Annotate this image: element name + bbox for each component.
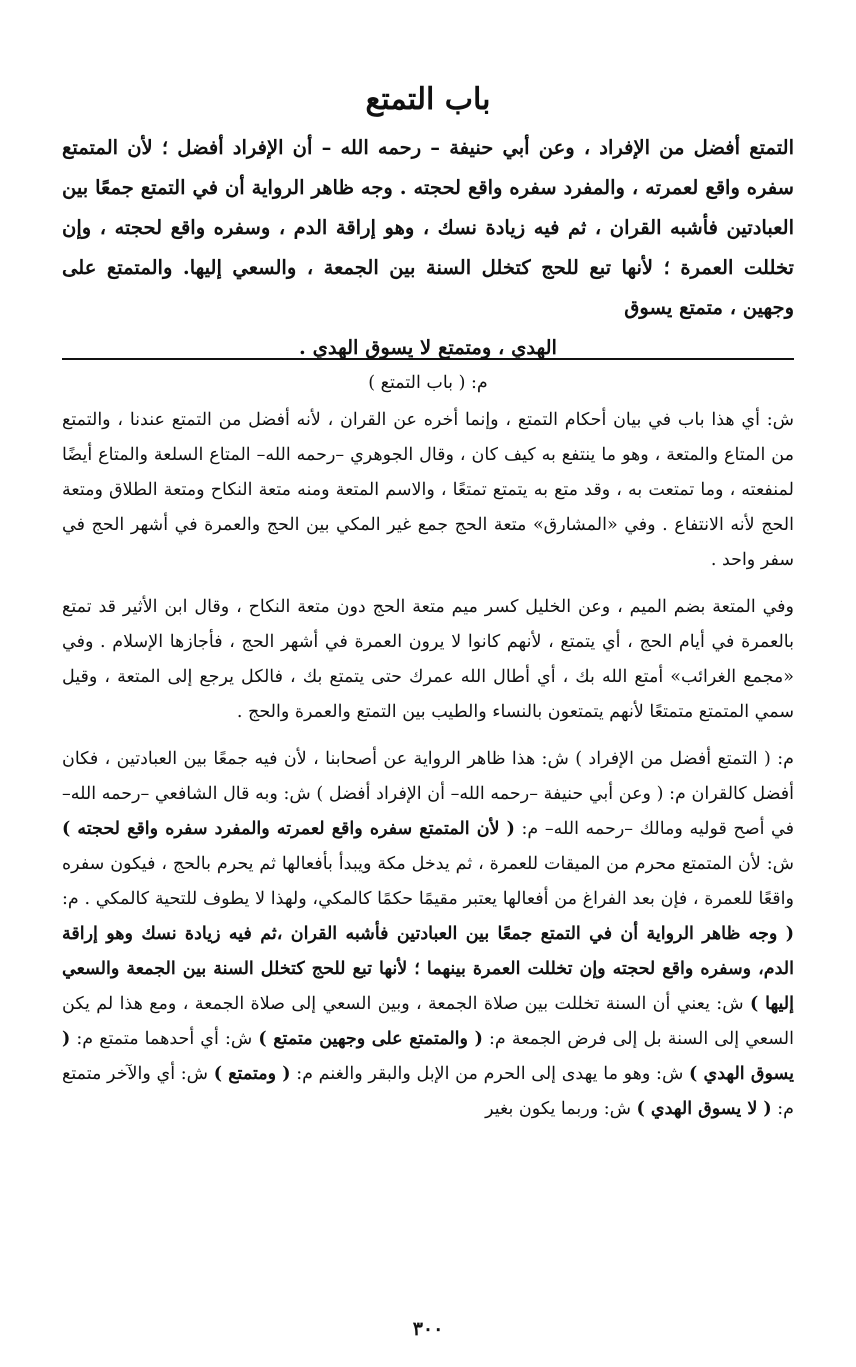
commentary-paragraph: وفي المتعة بضم الميم ، وعن الخليل كسر ميم متعة الحج دون متعة النكاح ، وقال ابن الأثير قد تمتع بالعمرة في أيام الحج ، أي يتمتع ، لأنهم كانوا لا يرون العمرة في أشهر الحج ، فأجازها الإسلام . وفي «مجمع الغرائب» أمتع الله بك ، أي أطال الله عمرك حتى يتمتع بك ، فالكل يرجع إلى المتعة ، وقيل سمي المتمتع متمتعًا لأنهم يتمتعون بالنساء والطيب بين التمتع والعمرة والحج .	[62, 597, 794, 722]
quoted-matn: ( وجه ظاهر الرواية أن في التمتع جمعًا بين العبادتين فأشبه القران ،ثم فيه زيادة نسك وهو إراقة الدم، وسفره واقع لحجته وإن تخللت العمرة بينهما ؛ لأنها تبع للحج كتخلل السنة بين الجمعة والسعي إليها )	[62, 924, 794, 1014]
commentary-text: ش: وربما يكون بغير	[485, 1099, 637, 1119]
main-text-last-line: الهدي ، ومتمتع لا يسوق الهدي .	[299, 336, 557, 359]
quoted-matn: ( لا يسوق الهدي )	[636, 1099, 772, 1119]
main-text-body: التمتع أفضل من الإفراد ، وعن أبي حنيفة – رحمه الله – أن الإفراد أفضل ؛ لأن المتمتع سفره واقع لعمرته ، والمفرد سفره واقع لحجته . وجه ظاهر الرواية أن في التمتع جمعًا بين العبادتين فأشبه القران ، ثم فيه زيادة نسك ، وهو إراقة الدم ، وسفره واقع لحجته ، وإن تخللت العمرة ؛ لأنها تبع للحج كتخلل السنة بين الجمعة ، والسعي إليها. والمتمتع على وجهين ، متمتع يسوق	[62, 136, 794, 319]
quoted-matn: ( يسوق الهدي )	[62, 1029, 794, 1084]
commentary-text: ش: يعني أن السنة تخللت بين صلاة الجمعة ، وبين السعي إلى صلاة الجمعة ، ومع هذا لم يكن السعي إلى السنة بل إلى فرض الجمعة م:	[62, 994, 795, 1049]
commentary-text: ش: أي والآخر متمتع م:	[62, 1064, 794, 1119]
commentary	[62, 366, 794, 1139]
commentary-heading: م: ( باب التمتع )	[368, 373, 488, 393]
commentary-text: م: ( التمتع أفضل من الإفراد ) ش: هذا ظاهر الرواية عن أصحابنا ، لأن فيه جمعًا بين العبادتين ، فكان أفضل كالقران م: ( وعن أبي حنيفة –رحمه الله– أن الإفراد أفضل ) ش: وبه قال الشافعي –رحمه الله– في أصح قوليه ومالك –رحمه الله– م:	[62, 749, 794, 839]
main-text	[62, 128, 794, 368]
page-number: ٣٠٠	[412, 1318, 444, 1340]
commentary-text: ش: لأن المتمتع محرم من الميقات للعمرة ، ثم يدخل مكة ويبدأ بأفعالها ثم يحرم بالحج ، فيكون سفره واقعًا للعمرة ، فإن بعد الفراغ من أفعالها يعتبر مقيمًا حكمًا كالمكي، ولهذا لا يطوف للتحية كالمكي . م:	[62, 854, 794, 909]
commentary-text: ش: وهو ما يهدى إلى الحرم من الإبل والبقر والغنم م:	[290, 1064, 690, 1084]
quoted-matn: ( لأن المتمتع سفره واقع لعمرته والمفرد سفره واقع لحجته )	[62, 819, 515, 839]
commentary-paragraph	[62, 742, 794, 1127]
quoted-matn: ( ومتمتع )	[213, 1064, 291, 1084]
commentary-text: ش: أي أحدهما متمتع م:	[70, 1029, 259, 1049]
chapter-title: باب التمتع	[365, 82, 491, 117]
separator-rule	[62, 358, 794, 360]
commentary-paragraph: ش: أي هذا باب في بيان أحكام التمتع ، وإنما أخره عن القران ، لأنه أفضل من التمتع عندنا ، والتمتع من المتاع والمتعة ، وهو ما ينتفع به كيف كان ، وقال الجوهري –رحمه الله– المتاع السلعة والمتاع أيضًا لمنفعته ، وما تمتعت به ، وقد متع به يتمتع تمتعًا ، والاسم المتعة ومنه متعة النكاح ومتعة الطلاق ومتعة الحج لأنه الانتفاع . وفي «المشارق» متعة الحج جمع غير المكي بين الحج والعمرة في أشهر الحج في سفر واحد .	[62, 410, 794, 570]
quoted-matn: ( والمتمتع على وجهين متمتع )	[258, 1029, 483, 1049]
